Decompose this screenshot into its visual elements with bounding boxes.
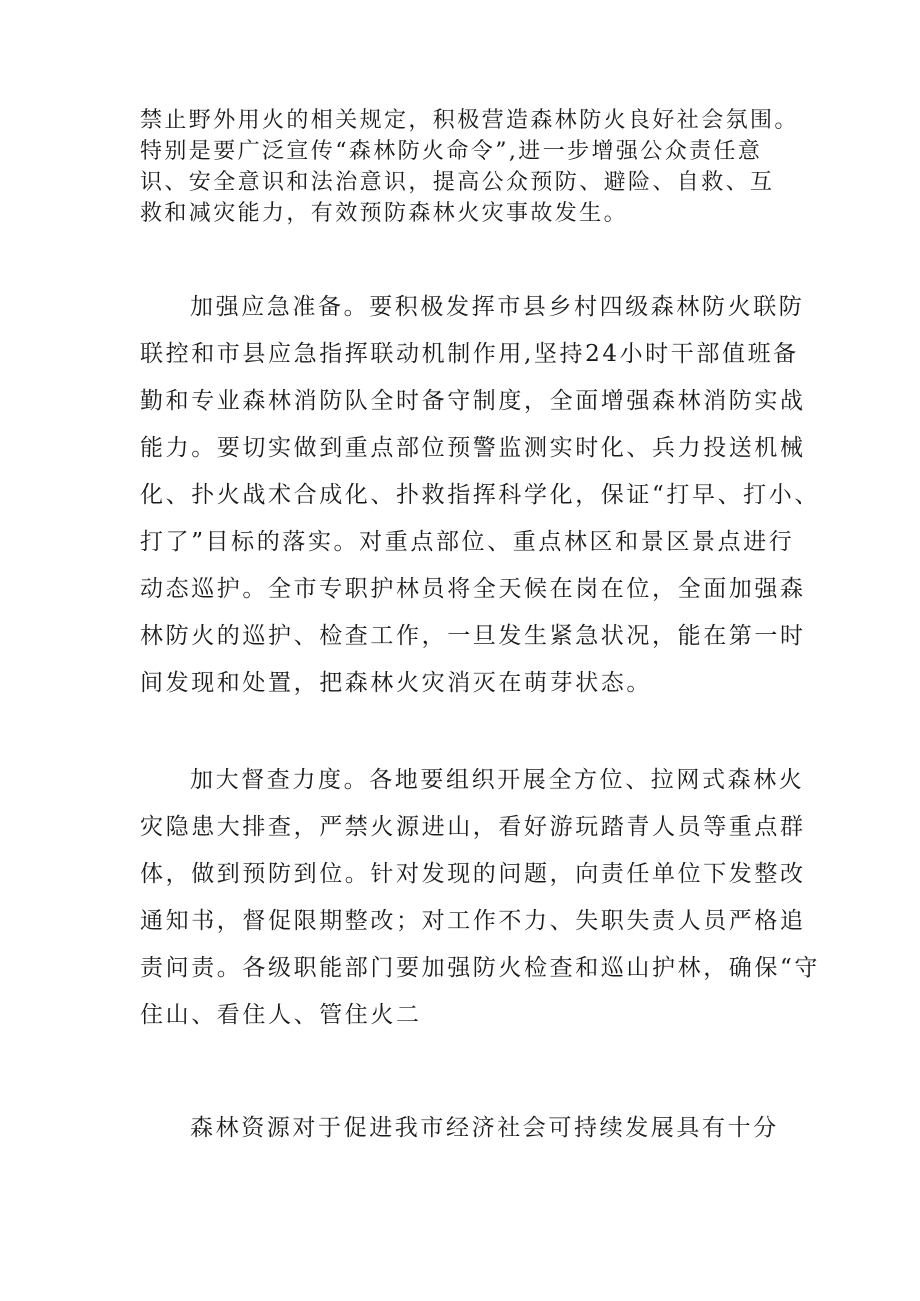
text-line: 森林资源对于促进我市经济社会可持续发展具有十分 (190, 1115, 779, 1141)
text-line: 通知书，督促限期整改；对工作不力、失职失责人员严格追 (140, 908, 806, 934)
text-line: 住山、看住人、管住火二 (140, 1002, 422, 1028)
text-line: 打了”目标的落实。对重点部位、重点林区和景区景点进行 (140, 529, 795, 555)
text-line: 禁止野外用火的相关规定，积极营造森林防火良好社会氛围。 (140, 108, 799, 133)
text-line: 加大督查力度。各地要组织开展全方位、拉网式森林火 (190, 767, 805, 793)
text-line: 能力。要切实做到重点部位预警监测实时化、兵力投送机械 (140, 435, 806, 461)
text-line: 化、扑火战术合成化、扑救指挥科学化，保证“打早、打小、 (140, 482, 820, 508)
text-line: 救和减灾能力，有效预防森林火灾事故发生。 (140, 201, 629, 226)
text-line: 特别是要广泛宣传“森林防火命令”,进一步增强公众责任意 (140, 139, 763, 164)
text-line: 林防火的巡护、检查工作，一旦发生紧急状况，能在第一时 (140, 623, 806, 649)
text-line: 灾隐患大排查，严禁火源进山，看好游玩踏青人员等重点群 (140, 814, 806, 840)
text-line: 间发现和处置，把森林火灾消灭在萌芽状态。 (140, 670, 652, 696)
text-line: 勤和专业森林消防队全时备守制度，全面增强森林消防实战 (140, 388, 806, 414)
text-line: 动态巡护。全市专职护林员将全天候在岗在位，全面加强森 (140, 576, 806, 602)
text-line: 体，做到预防到位。针对发现的问题，向责任单位下发整改 (140, 861, 806, 887)
text-line: 识、安全意识和法治意识，提高公众预防、避险、自救、互 (140, 170, 775, 195)
text-line: 联控和市县应急指挥联动机制作用,坚持24小时干部值班备 (140, 341, 799, 367)
text-line: 加强应急准备。要积极发挥市县乡村四级森林防火联防 (190, 294, 805, 320)
text-line: 责问责。各级职能部门要加强防火检查和巡山护林，确保“守 (140, 955, 820, 981)
